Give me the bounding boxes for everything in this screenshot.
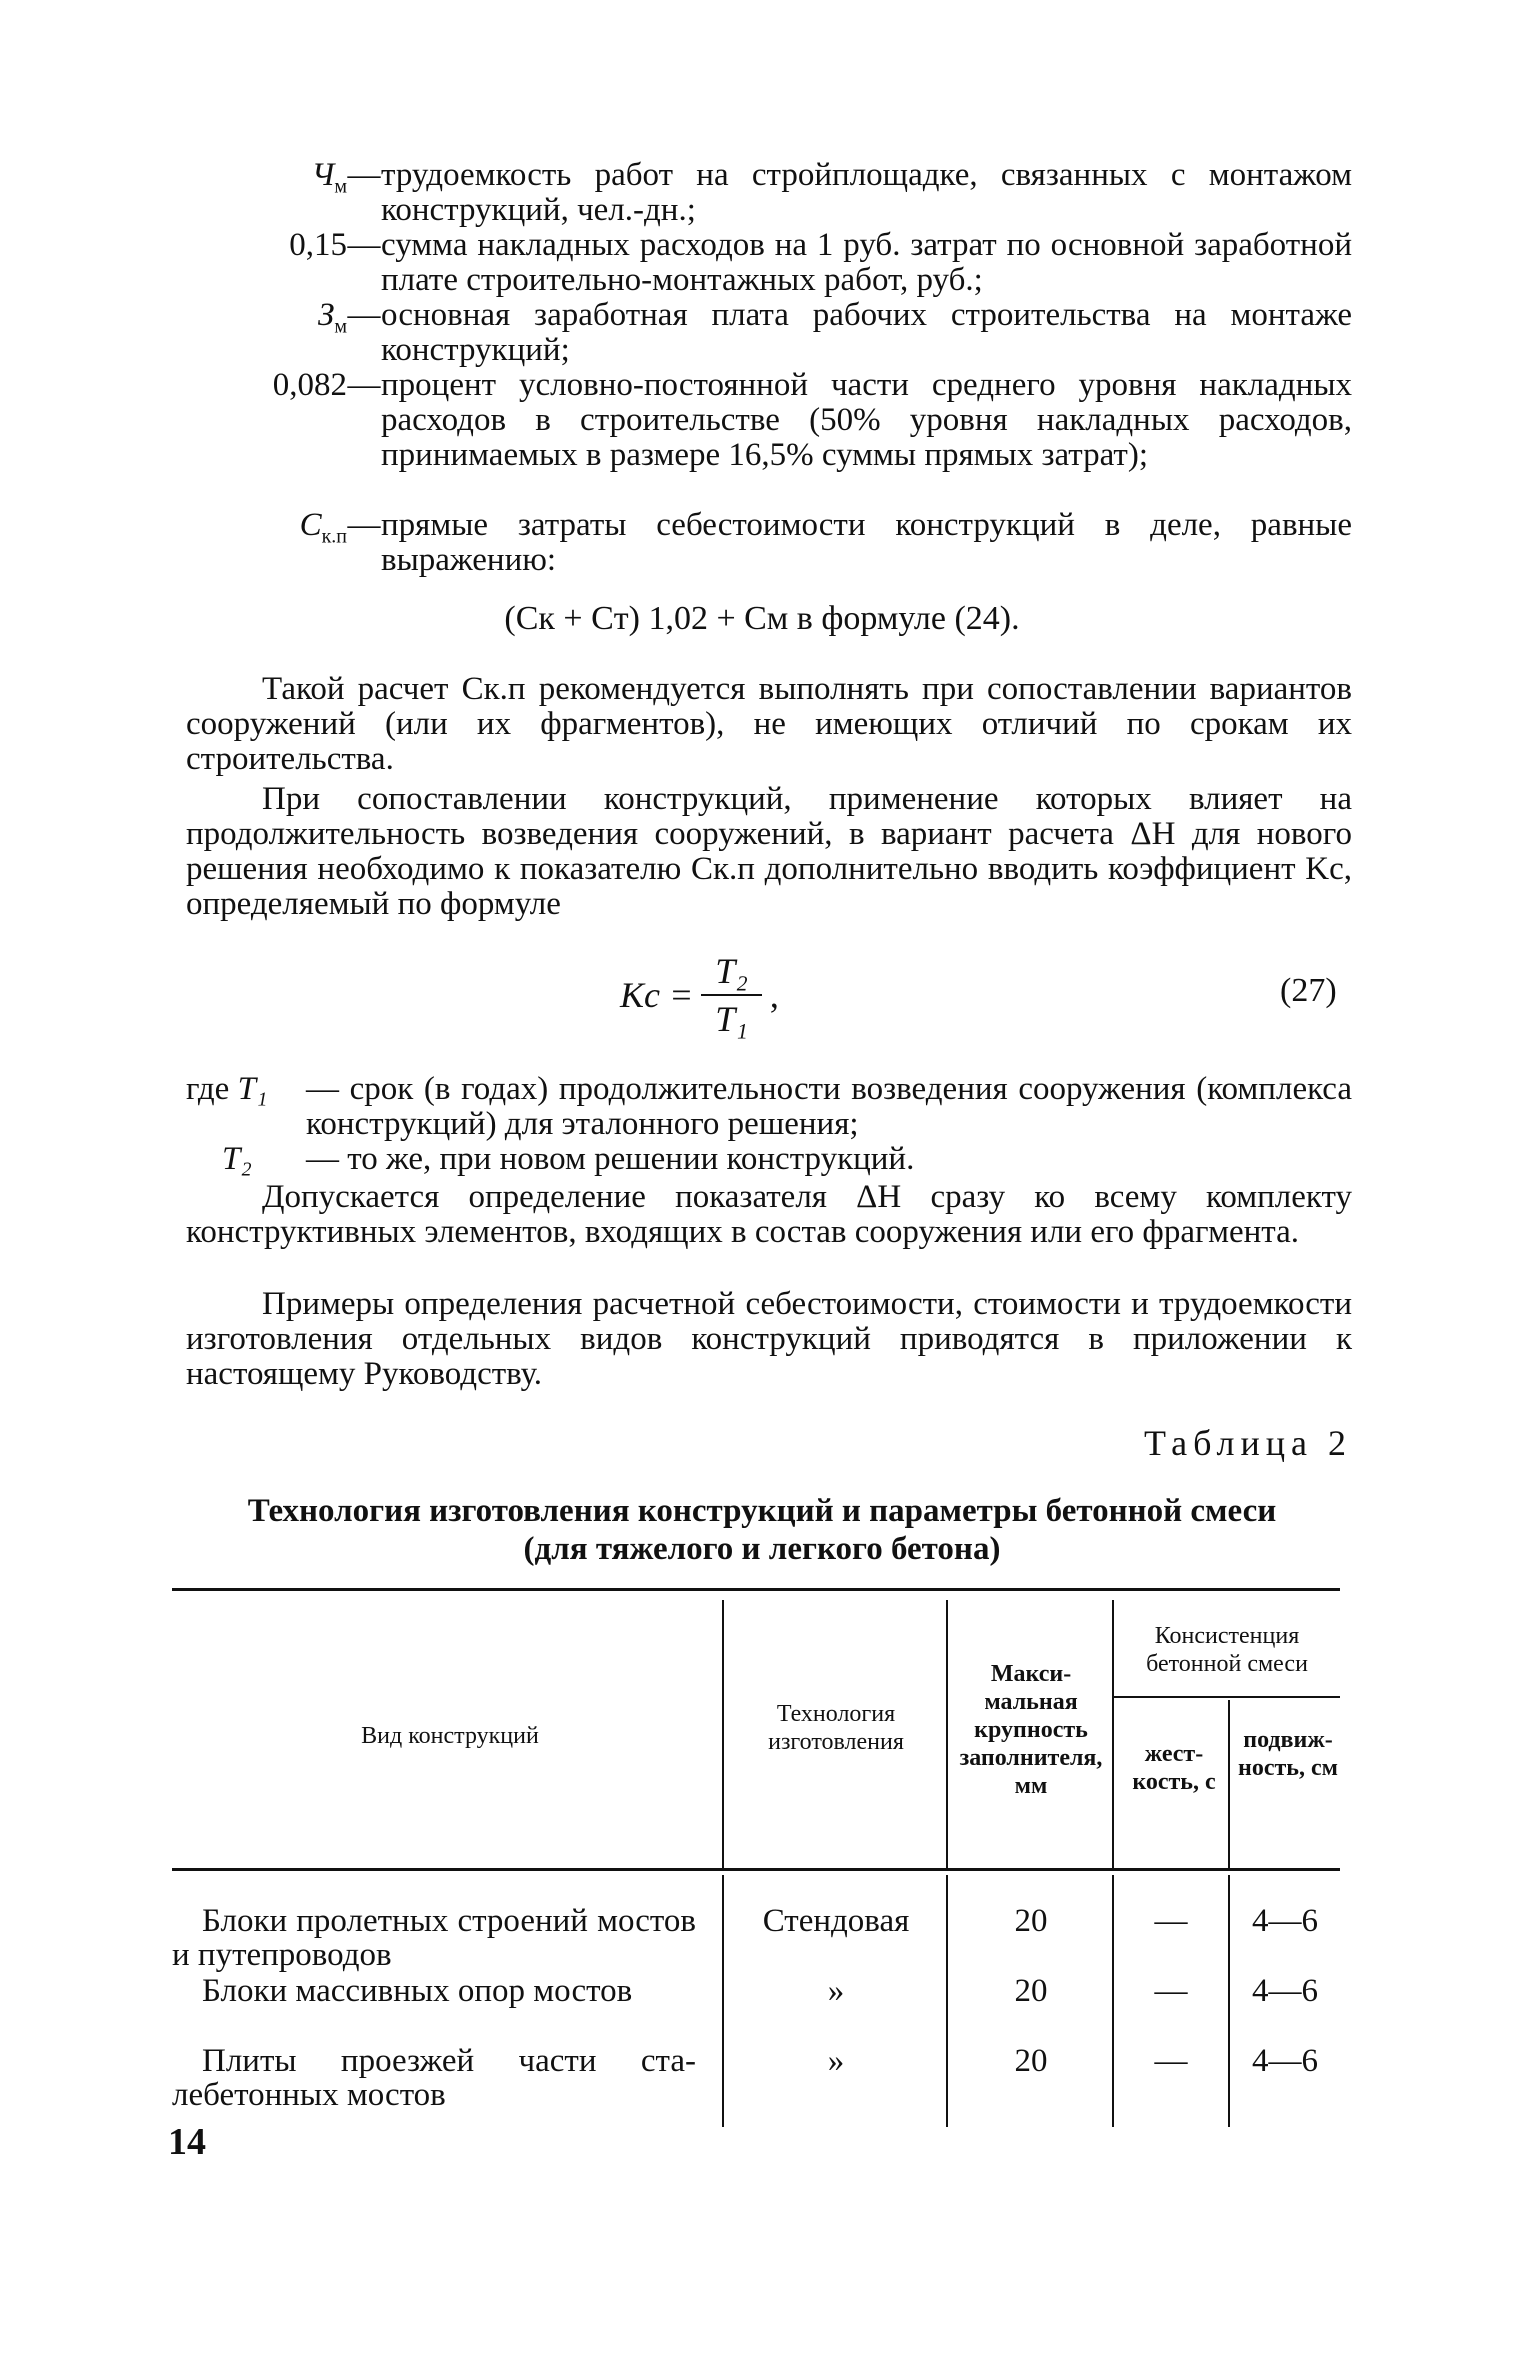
page-number: 14 — [168, 2121, 206, 2163]
paragraph: Допускается определение показателя ΔH сразу ко всему комплекту конструктивных элементов, входящих в состав сооружения или его фрагмента. — [186, 1179, 1352, 1250]
equation-number: (27) — [1280, 972, 1337, 1009]
column-divider — [946, 1600, 948, 1868]
definition-item: $З_м$ — основная заработная плата рабочих строительства на монтаже конструкций; — [172, 298, 1352, 368]
column-divider — [722, 1600, 724, 1868]
equation — [620, 950, 779, 1040]
definition-text: прямые затраты себестоимости конструкций в деле, равные выражению: — [381, 507, 1352, 578]
fraction-denominator: T₁ — [715, 999, 748, 1039]
where-block — [186, 1072, 1352, 1177]
equation-lhs: Kс = — [620, 975, 694, 1015]
cell-type: Блоки массивных опор мостов — [202, 1973, 633, 2009]
table-title — [172, 1492, 1352, 1568]
definition-symbol: $С_{к.п}$ — [299, 507, 347, 548]
table-title-line: Технология изготовления конструкций и параметры бетонной смеси — [247, 1493, 1277, 1529]
paragraph: При сопоставлении конструкций, применение которых влияет на продолжительность возведения сооружений, в вариант расчета ΔH для нового решения необходимо к показателю Cк.п дополнительно вводить коэффициент Kс, определяемый по формуле — [186, 781, 1352, 922]
cell-mobility: 4—6 — [1252, 1973, 1318, 2009]
header-consistency: Консистенция бетонной смеси — [1146, 1623, 1308, 1677]
cell-size: 20 — [1014, 2043, 1048, 2079]
header-stiffness: жесткость, с — [1132, 1741, 1216, 1795]
header-type: Вид конструкций — [361, 1723, 539, 1749]
table-top-rule — [172, 1588, 1340, 1591]
fraction-numerator: T₂ — [701, 950, 762, 996]
where-item: где T₁ — срок (в годах) продолжительности возведения сооружения (комплекса конструкций) для эталонного решения; — [186, 1071, 1352, 1142]
paragraph: Примеры определения расчетной себестоимости, стоимости и трудоемкости изготовления отдельных видов конструкций приводятся в приложении к настоящему Руководству. — [186, 1286, 1352, 1392]
cell-stiffness: — — [1154, 1973, 1188, 2009]
definition-text: основная заработная плата рабочих строительства на монтаже конструкций; — [381, 297, 1352, 368]
paragraph: Такой расчет Cк.п рекомендуется выполнять при сопоставлении вариантов сооружений (или их фрагментов), не имеющих отличий по срокам их строительства. — [186, 671, 1352, 777]
header-mobility: подвижность, см — [1238, 1727, 1338, 1781]
column-divider — [1112, 1875, 1114, 2127]
where-item: T₂ — то же, при новом решении конструкций. — [222, 1141, 915, 1177]
definition-symbol: 0,15 — [289, 227, 347, 263]
definition-list — [172, 158, 1352, 578]
table-title-line: (для тяжелого и легкого бетона) — [523, 1531, 1001, 1567]
cell-type: Плиты проезжей части сталебетонных мостов — [172, 2043, 696, 2113]
definition-item: 0,15 — сумма накладных расходов на 1 руб. затрат по основной заработной плате строительно-монтажных работ, руб.; — [172, 228, 1352, 298]
where-text: срок (в годах) продолжительности возведения сооружения (комплекса конструкций) для эталонного решения; — [306, 1071, 1352, 1142]
where-text: то же, при новом решении конструкций. — [347, 1141, 915, 1177]
cell-mobility: 4—6 — [1252, 2043, 1318, 2079]
definition-symbol: $Ч_м$ — [311, 157, 347, 198]
column-divider — [1112, 1600, 1114, 1868]
header-tech: Технология изготовления — [768, 1701, 904, 1755]
column-divider — [946, 1875, 948, 2127]
cell-stiffness: — — [1154, 1903, 1188, 1939]
definition-symbol: $З_м$ — [318, 297, 347, 338]
cell-tech: » — [827, 2043, 845, 2079]
cell-tech: Стендовая — [762, 1903, 910, 1939]
definition-item: $С_{к.п}$ — прямые затраты себестоимости конструкций в деле, равные выражению: — [172, 508, 1352, 578]
table-caption: Таблица 2 — [1144, 1423, 1352, 1463]
equation-trail: , — [769, 975, 779, 1015]
where-lead: где — [186, 1071, 230, 1107]
cell-size: 20 — [1014, 1903, 1048, 1939]
cell-tech: » — [827, 1973, 845, 2009]
definition-item: 0,082 — процент условно-постоянной части среднего уровня накладных расходов в строительстве (50% уровня накладных расходов, принимаемых в размере 16,5% суммы прямых затрат); — [172, 368, 1352, 508]
cell-type: Блоки пролетных строений мостов и путепроводов — [172, 1903, 696, 1973]
definition-symbol: 0,082 — [272, 367, 347, 403]
cell-stiffness: — — [1154, 2043, 1188, 2079]
cell-mobility: 4—6 — [1252, 1903, 1318, 1939]
consistency-underline — [1114, 1696, 1340, 1698]
fraction — [701, 950, 762, 1040]
table-header-rule — [172, 1868, 1340, 1871]
column-divider — [1228, 1700, 1230, 1868]
cell-size: 20 — [1014, 1973, 1048, 2009]
header-size: Максимальная крупность заполнителя, мм — [959, 1661, 1103, 1799]
definition-item: $Ч_м$ — трудоемкость работ на стройплощадке, связанных с монтажом конструкций, чел.-дн.; — [172, 158, 1352, 228]
definition-text: сумма накладных расходов на 1 руб. затрат по основной заработной плате строительно-монтажных работ, руб.; — [381, 227, 1352, 298]
definition-text: процент условно-постоянной части среднего уровня накладных расходов в строительстве (50% уровня накладных расходов, принимаемых в размере 16,5% суммы прямых затрат); — [381, 367, 1352, 473]
where-symbol: T₂ — [222, 1141, 252, 1177]
definition-text: трудоемкость работ на стройплощадке, связанных с монтажом конструкций, чел.-дн.; — [381, 157, 1352, 228]
inline-formula: (Cк + Cт) 1,02 + Cм в формуле (24). — [504, 600, 1020, 637]
column-divider — [722, 1875, 724, 2127]
where-symbol: T₁ — [237, 1071, 268, 1107]
column-divider — [1228, 1875, 1230, 2127]
